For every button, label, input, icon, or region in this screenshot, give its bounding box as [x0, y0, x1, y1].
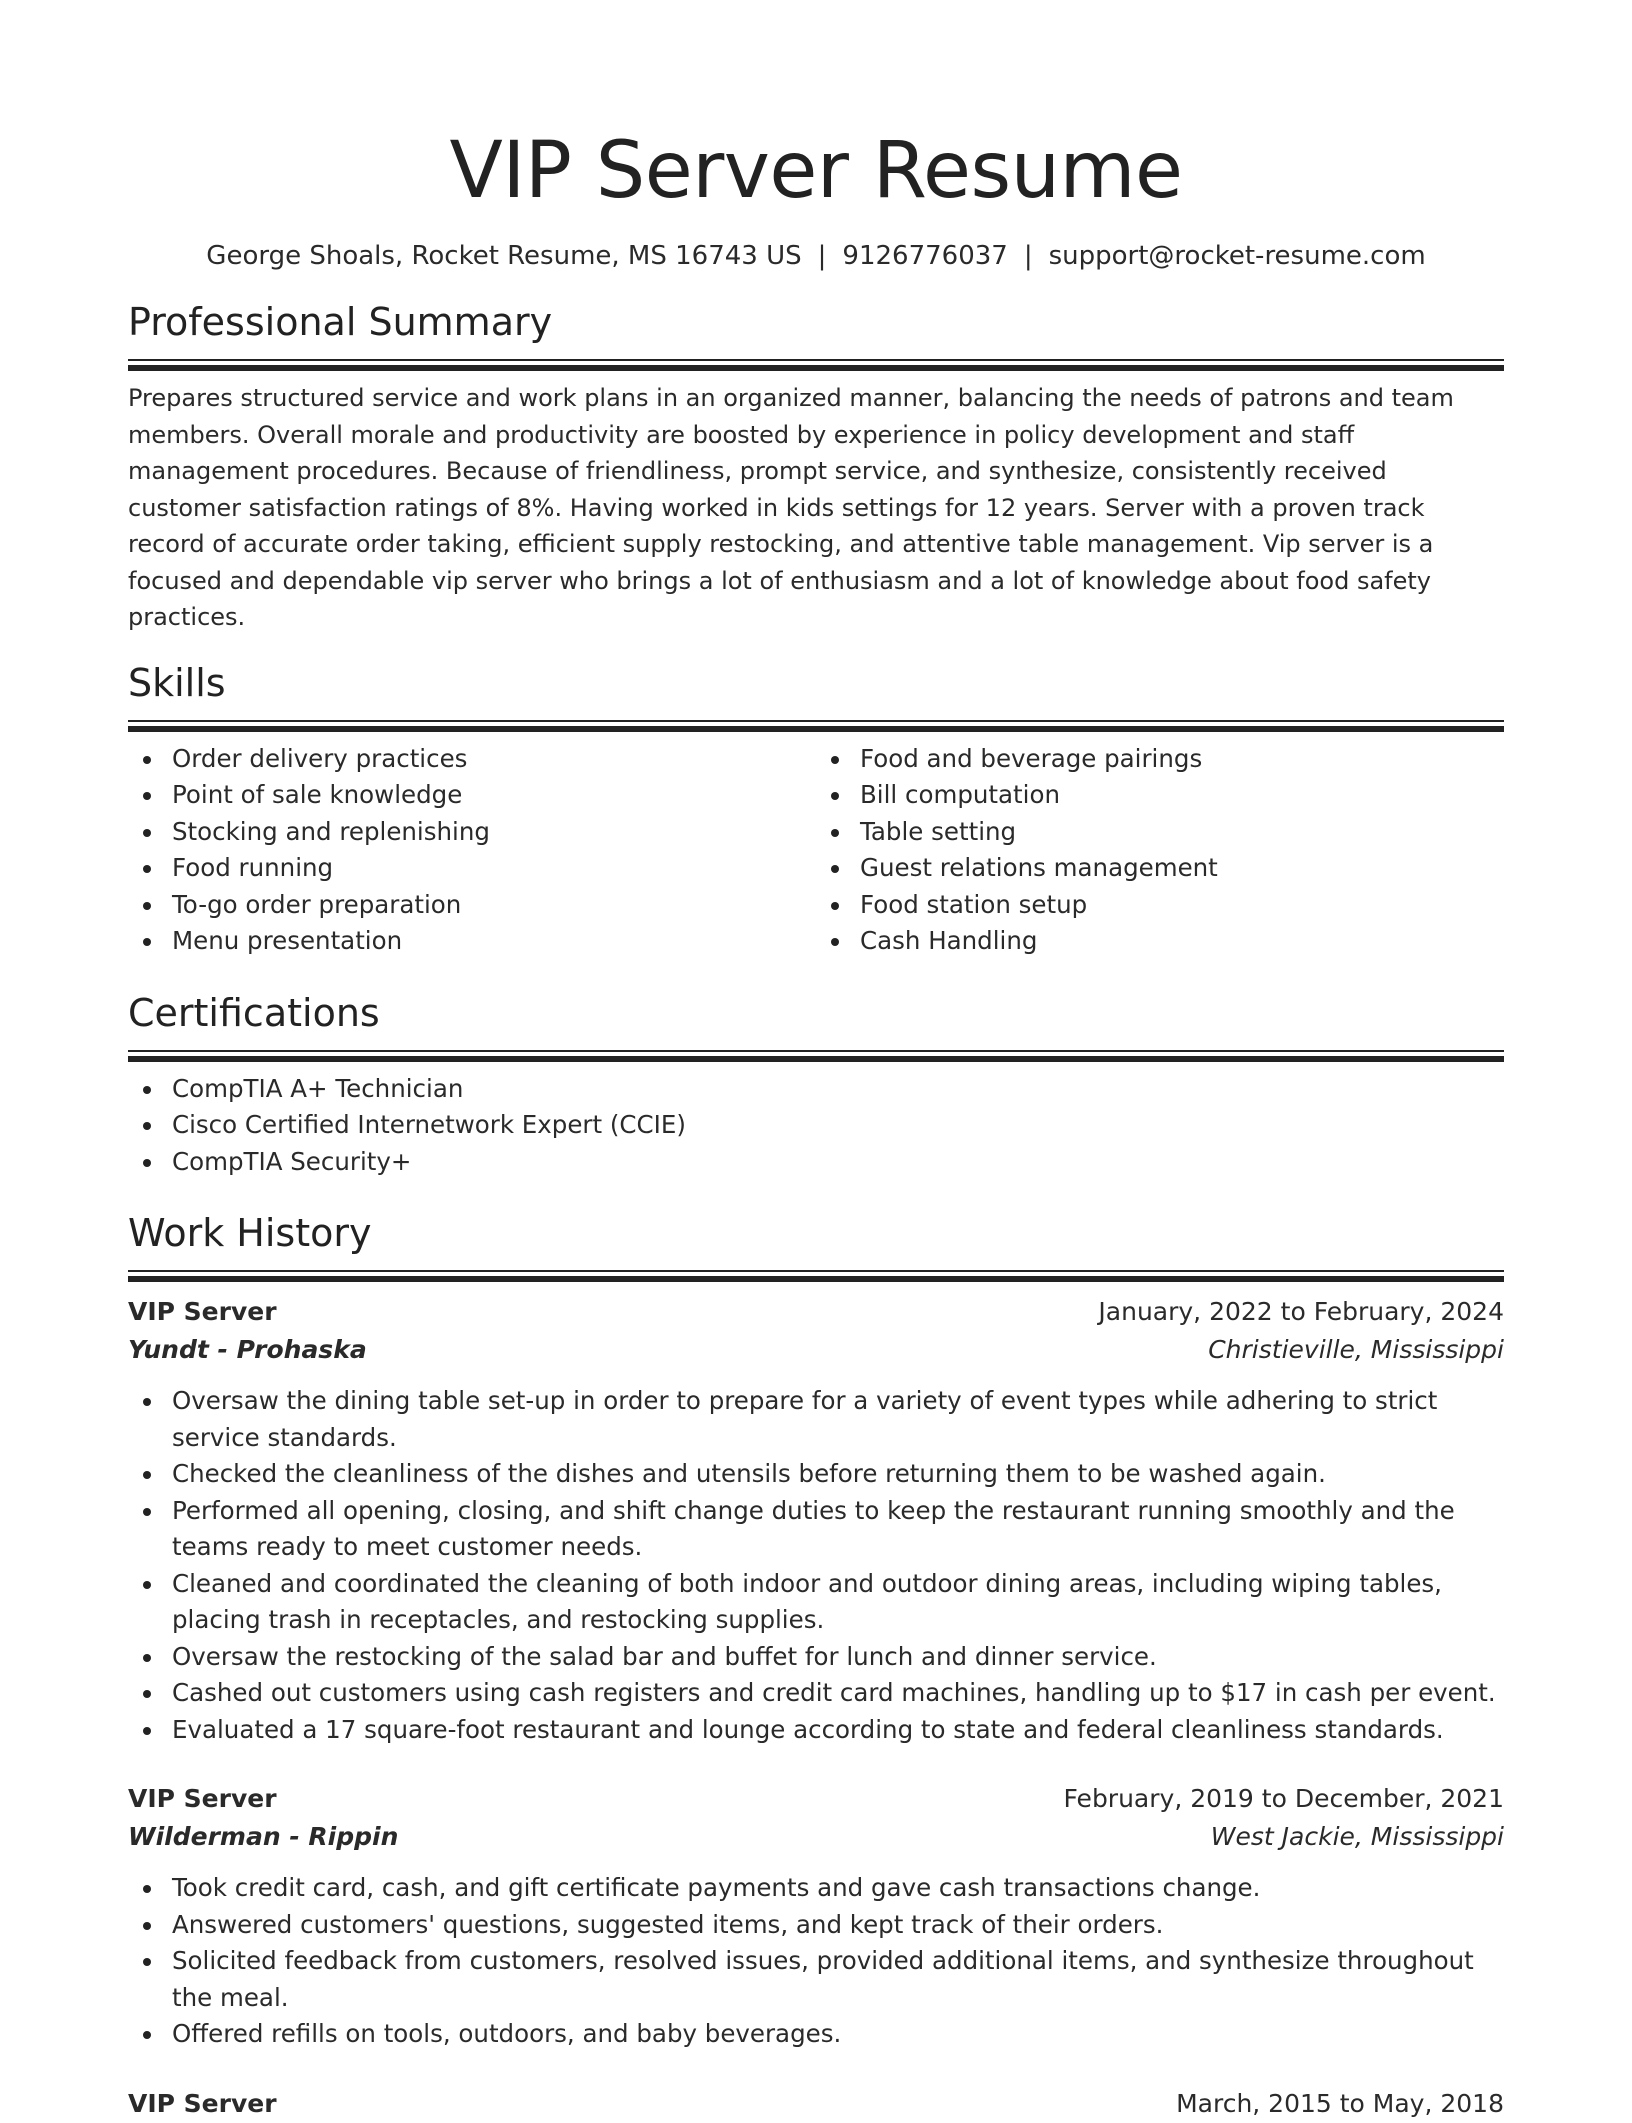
skills-heading: Skills — [128, 660, 226, 705]
certifications-list — [128, 1071, 1504, 1181]
job-entry — [128, 1780, 1504, 2053]
certification-item: CompTIA A+ Technician — [172, 1071, 1504, 1108]
skill-item: Guest relations management — [860, 850, 1504, 887]
skill-item: Food station setup — [860, 887, 1504, 924]
section-divider — [128, 1270, 1504, 1277]
certification-item: CompTIA Security+ — [172, 1144, 1504, 1181]
contact-email: support@rocket-resume.com — [1048, 241, 1426, 271]
certification-item: Cisco Certified Internetwork Expert (CCIE) — [172, 1107, 1504, 1144]
contact-separator: | — [817, 241, 827, 271]
skill-item: Bill computation — [860, 777, 1504, 814]
certifications-heading: Certifications — [128, 990, 380, 1035]
job-bullet: Offered refills on tools, outdoors, and baby beverages. — [172, 2016, 1504, 2053]
skills-list-right — [816, 741, 1504, 960]
job-bullet: Oversaw the restocking of the salad bar and buffet for lunch and dinner service. — [172, 1639, 1504, 1676]
work-history-section — [128, 1208, 1504, 2123]
summary-section — [128, 297, 1504, 636]
job-bullet: Answered customers' questions, suggested items, and kept track of their orders. — [172, 1907, 1504, 1944]
skills-section — [128, 658, 1504, 960]
job-header — [128, 2085, 1504, 2123]
job-bullet: Took credit card, cash, and gift certificate payments and gave cash transactions change. — [172, 1870, 1504, 1907]
skill-item: Food running — [172, 850, 816, 887]
job-entry — [128, 2085, 1504, 2123]
job-bullet: Oversaw the dining table set-up in order to prepare for a variety of event types while adhering to strict service standards. — [172, 1383, 1504, 1456]
job-location: Christieville, Mississippi — [1208, 1335, 1504, 1364]
job-dates: January, 2022 to February, 2024 — [1098, 1297, 1504, 1326]
job-entry — [128, 1293, 1504, 1748]
skill-item: Food and beverage pairings — [860, 741, 1504, 778]
contact-address: George Shoals, Rocket Resume, MS 16743 US — [206, 241, 802, 271]
skill-item: Stocking and replenishing — [172, 814, 816, 851]
job-bullet: Cleaned and coordinated the cleaning of both indoor and outdoor dining areas, including wiping tables, placing trash in receptacles, and restocking supplies. — [172, 1566, 1504, 1639]
job-dates: February, 2019 to December, 2021 — [1063, 1784, 1504, 1813]
job-header — [128, 1293, 1504, 1331]
resume-page — [128, 0, 1504, 2123]
skills-list-left — [128, 741, 816, 960]
job-company: Wilderman - Rippin — [128, 1822, 399, 1851]
resume-title: VIP Server Resume — [449, 126, 1183, 216]
skills-column-right — [816, 741, 1504, 960]
skill-item: Cash Handling — [860, 923, 1504, 960]
job-title: VIP Server — [128, 1297, 277, 1326]
skill-item: Table setting — [860, 814, 1504, 851]
job-bullet: Solicited feedback from customers, resolved issues, provided additional items, and synthesize throughout the meal. — [172, 1943, 1504, 2016]
job-bullet: Performed all opening, closing, and shift change duties to keep the restaurant running smoothly and the teams ready to meet customer needs. — [172, 1493, 1504, 1566]
job-dates: March, 2015 to May, 2018 — [1176, 2088, 1504, 2118]
job-header — [128, 1780, 1504, 1818]
job-bullet: Cashed out customers using cash registers and credit card machines, handling up to $17 in cash per event. — [172, 1675, 1504, 1712]
job-bullet: Checked the cleanliness of the dishes and utensils before returning them to be washed again. — [172, 1456, 1504, 1493]
summary-text: Prepares structured service and work plans in an organized manner, balancing the needs of patrons and team members. Overall morale and productivity are boosted by experience in policy development and staff management procedures. Because of friendliness, prompt service, and synthesize, consistently received customer satisfaction ratings of 8%. Having worked in kids settings for 12 years. Server with a proven track record of accurate order taking, efficient supply restocking, and attentive table management. Vip server is a focused and dependable vip server who brings a lot of enthusiasm and a lot of knowledge about food safety practices. — [128, 384, 1454, 631]
job-subheader — [128, 1818, 1504, 1856]
skills-grid — [128, 741, 1504, 960]
work-history-heading: Work History — [128, 1211, 372, 1255]
skill-item: Point of sale knowledge — [172, 777, 816, 814]
job-subheader — [128, 1331, 1504, 1369]
summary-heading: Professional Summary — [128, 300, 553, 344]
certifications-section — [128, 988, 1504, 1181]
contact-line — [128, 238, 1504, 274]
job-bullets — [128, 1870, 1504, 2053]
skill-item: Menu presentation — [172, 923, 816, 960]
job-title: VIP Server — [128, 1784, 277, 1813]
job-company: Yundt - Prohaska — [128, 1335, 367, 1364]
contact-phone: 9126776037 — [842, 241, 1008, 271]
section-divider — [128, 1050, 1504, 1057]
contact-separator: | — [1023, 241, 1033, 271]
skill-item: Order delivery practices — [172, 741, 816, 778]
skills-column-left — [128, 741, 816, 960]
section-divider — [128, 720, 1504, 727]
job-title: VIP Server — [128, 2088, 277, 2118]
skill-item: To-go order preparation — [172, 887, 816, 924]
job-bullet: Evaluated a 17 square-foot restaurant and lounge according to state and federal cleanliness standards. — [172, 1712, 1504, 1749]
job-location: West Jackie, Mississippi — [1210, 1822, 1504, 1851]
job-bullets — [128, 1383, 1504, 1748]
section-divider — [128, 359, 1504, 366]
